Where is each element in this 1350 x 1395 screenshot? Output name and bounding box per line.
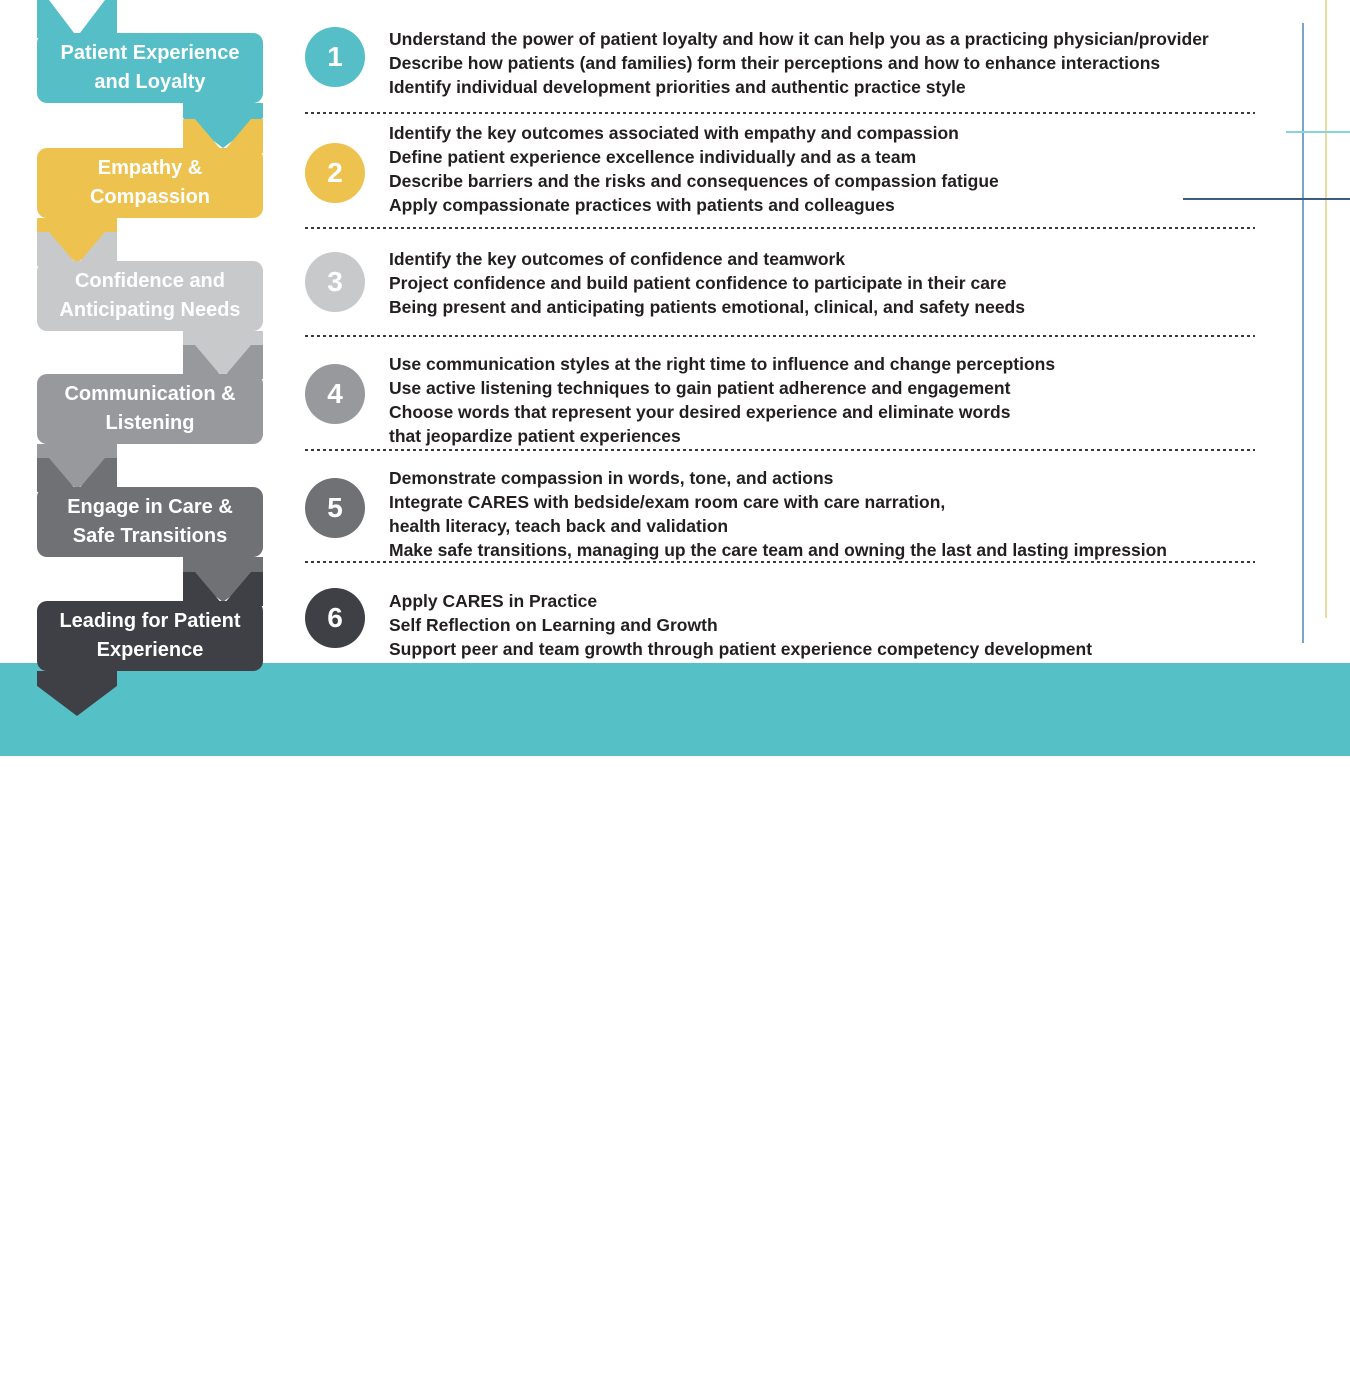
objective-line: Apply CARES in Practice [389, 591, 598, 611]
chevron-title-line: Empathy & [97, 157, 203, 179]
dotted-divider [305, 449, 1255, 451]
objective-line: Make safe transitions, managing up the care team and owning the last and lasting impression [389, 540, 1167, 560]
objective-line: Identify the key outcomes of confidence and teamwork [389, 249, 846, 269]
footer-text [35, 1361, 435, 1395]
dotted-divider [305, 335, 1255, 337]
chevron-title [37, 601, 263, 671]
step-number-badge-2: 2 [305, 143, 365, 203]
chevron-title-line: Compassion [89, 186, 211, 208]
decor-vertical-line-blue [1302, 23, 1304, 643]
objective-line: Use active listening techniques to gain patient adherence and engagement [389, 378, 1011, 398]
chevron-title-line: Experience [96, 639, 204, 661]
objective-line: Identify the key outcomes associated with empathy and compassion [389, 123, 959, 143]
chevron-title-line: Confidence and [74, 270, 225, 292]
mgma-logo: MGMA. [152, 1362, 236, 1393]
chevron-title-line: Patient Experience [60, 42, 240, 64]
chevron-title-line: Safe Transitions [72, 525, 228, 547]
objective-line: Choose words that represent your desired experience and eliminate words [389, 402, 1011, 422]
objective-line: that jeopardize patient experiences [389, 426, 681, 446]
chevron-separator-icon: › [245, 1364, 254, 1391]
step-number-badge-1: 1 [305, 27, 365, 87]
chevron-title [37, 33, 263, 103]
chevron-title [37, 148, 263, 218]
objective-line: Define patient experience excellence individually and as a team [389, 147, 917, 167]
objective-line: health literacy, teach back and validation [389, 516, 729, 536]
objective-line: Self Reflection on Learning and Growth [389, 615, 718, 635]
chevron-title [37, 374, 263, 444]
footer-hosted-by-label: Hosted By [35, 1365, 144, 1390]
objectives-section-6 [389, 589, 1289, 661]
step-number-badge-3: 3 [305, 252, 365, 312]
objective-line: Use communication styles at the right time to influence and change perceptions [389, 354, 1056, 374]
objective-line: Being present and anticipating patients emotional, clinical, and safety needs [389, 297, 1025, 317]
dotted-divider [305, 227, 1255, 229]
step-number-badge-4: 4 [305, 364, 365, 424]
objective-line: Understand the power of patient loyalty and how it can help you as a practicing physician/provider [389, 29, 1209, 49]
objectives-section-4 [389, 352, 1289, 448]
dotted-divider [305, 112, 1255, 114]
objectives-section-1 [389, 27, 1289, 99]
chevron-title-line: Engage in Care & [67, 496, 233, 518]
objective-line: Describe barriers and the risks and consequences of compassion fatigue [389, 171, 999, 191]
step-number-badge-5: 5 [305, 478, 365, 538]
chevron-title [37, 487, 263, 557]
chevron-title-line: Listening [105, 412, 195, 434]
decor-horizontal-line-cyan [1286, 131, 1350, 133]
objective-line: Demonstrate compassion in words, tone, and actions [389, 468, 834, 488]
chevron-title-line: Anticipating Needs [59, 299, 241, 321]
objectives-section-5 [389, 466, 1289, 562]
objective-line: Describe how patients (and families) form their perceptions and how to enhance interactions [389, 53, 1161, 73]
chevron-title [37, 261, 263, 331]
objective-line: Integrate CARES with bedside/exam room care with care narration, [389, 492, 946, 512]
footer-bar [0, 663, 1350, 1393]
chevron-title-line: and Loyalty [94, 71, 206, 93]
chevron-title-line: Leading for Patient [59, 610, 241, 632]
objective-line: Identify individual development priorities and authentic practice style [389, 77, 966, 97]
chevron-title-line: Communication & [64, 383, 236, 405]
objective-line: Apply compassionate practices with patients and colleagues [389, 195, 895, 215]
decor-vertical-line-tan [1325, 0, 1327, 618]
objective-line: Support peer and team growth through patient experience competency development [389, 639, 1093, 659]
objective-line: Project confidence and build patient confidence to participate in their care [389, 273, 1007, 293]
objectives-section-2 [389, 121, 1289, 217]
footer-powered-by-label: Powered by You [265, 1365, 435, 1390]
step-number-badge-6: 6 [305, 588, 365, 648]
objectives-section-3 [389, 247, 1289, 319]
